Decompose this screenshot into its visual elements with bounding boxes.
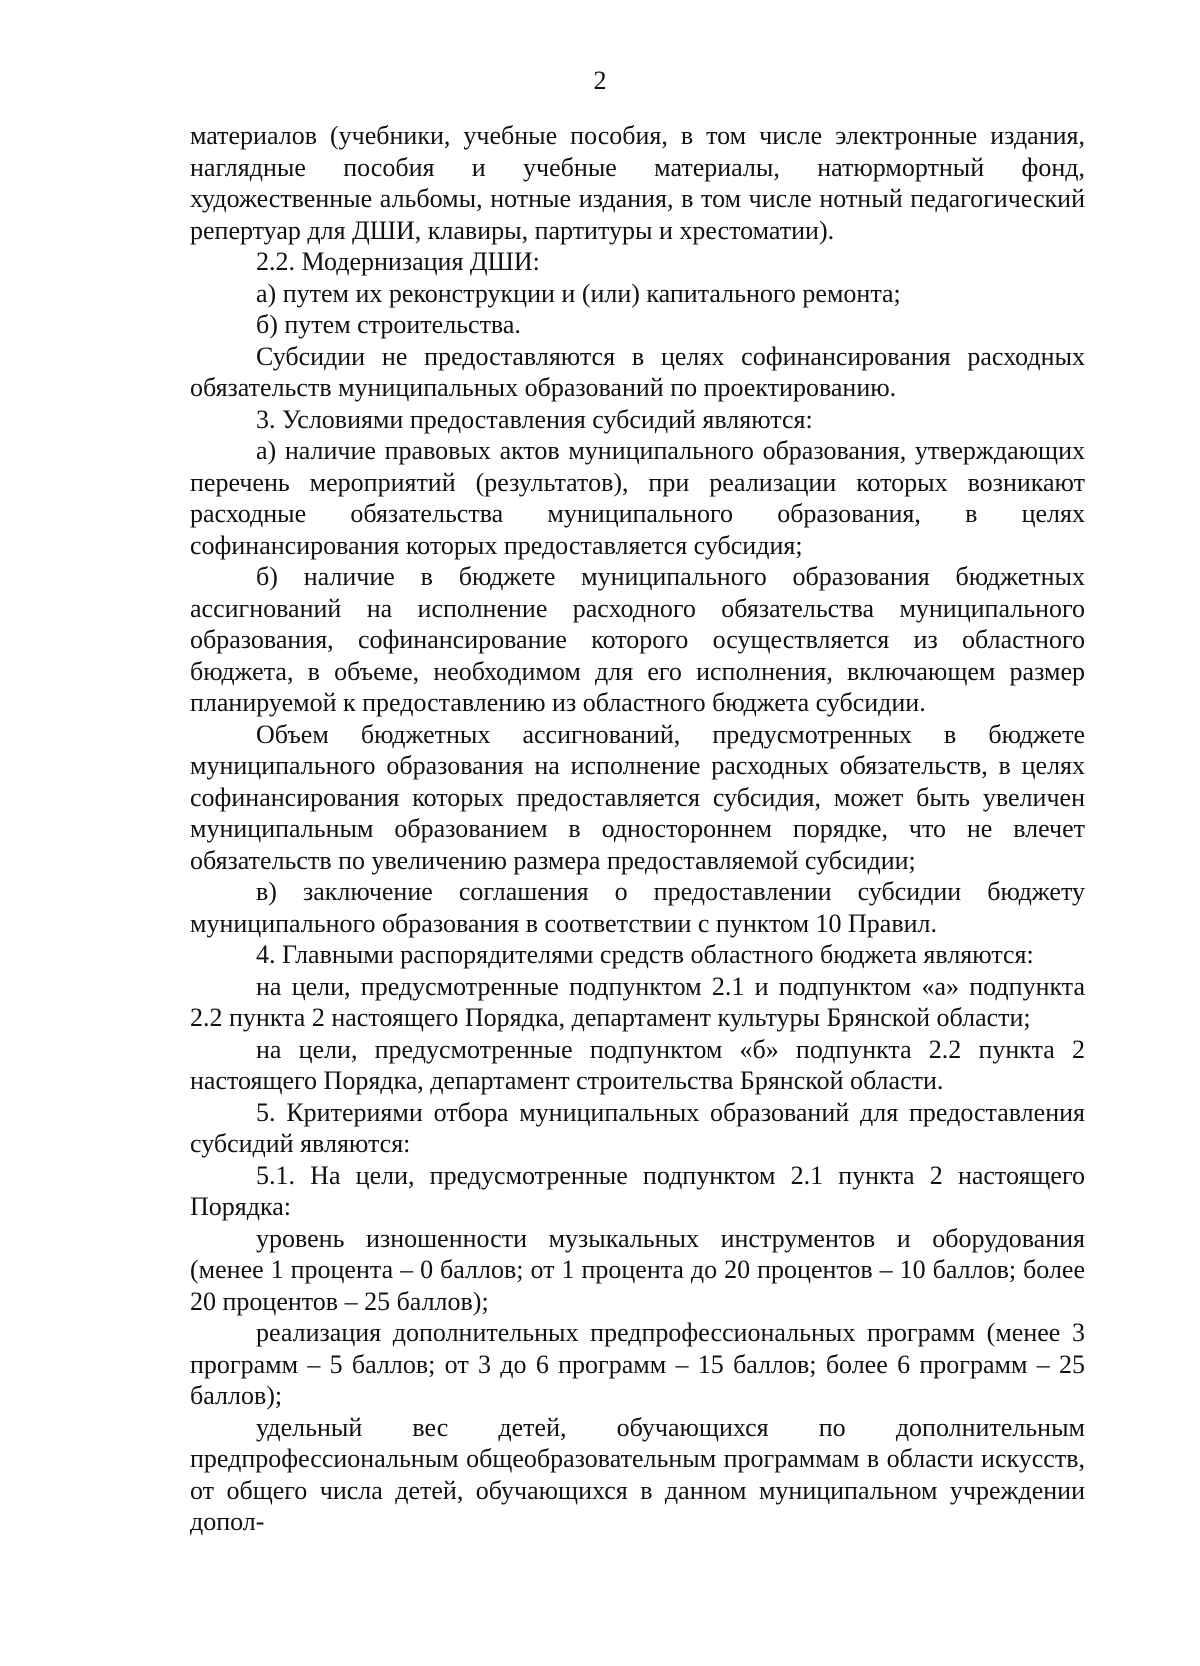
paragraph-2-2-heading: 2.2. Модернизация ДШИ: (256, 247, 540, 276)
paragraph-3-a: а) наличие правовых актов муниципального образования, утверждающих перечень мероприятий (результатов), при реализации которых возникают расходные обязательства муниципального образования, в целях софинансирования которых предоставляется субсидия; (190, 436, 1085, 560)
paragraph-2-2-b: б) путем строительства. (256, 310, 521, 339)
paragraph-4-culture-dept: на цели, предусмотренные подпунктом 2.1 и подпунктом «а» подпункта 2.2 пункта 2 настоящего Порядка, департамент культуры Брянской области; (190, 971, 1085, 1032)
paragraph-subsidy-exclusion: Субсидии не предоставляются в целях софинансирования расходных обязательств муниципальных образований по проектированию. (190, 341, 1085, 402)
paragraph-4-construction-dept: на цели, предусмотренные подпунктом «б» подпункта 2.2 пункта 2 настоящего Порядка, департамент строительства Брянской области. (190, 1034, 1085, 1095)
paragraph-5-heading: 5. Критериями отбора муниципальных образований для предоставления субсидий являются: (190, 1097, 1085, 1158)
paragraph-materials-list: материалов (учебники, учебные пособия, в том числе электронные издания, наглядные пособия и учебные материалы, натюрмортный фонд, художественные альбомы, нотные издания, в том числе нотный педагогический репертуар для ДШИ, клавиры, партитуры и хрестоматии). (190, 121, 1085, 245)
page-number: 2 (593, 66, 607, 95)
paragraph-programs-count: реализация дополнительных предпрофессиональных программ (менее 3 программ – 5 баллов; от 3 до 6 программ – 15 баллов; более 6 программ – 25 баллов); (190, 1318, 1085, 1410)
paragraph-3-b: б) наличие в бюджете муниципального образования бюджетных ассигнований на исполнение расходного обязательства муниципального образования, софинансирование которого осуществляется из областного бюджета, в объеме, необходимом для его исполнения, включающем размер планируемой к предоставлению из областного бюджета субсидии. (190, 562, 1085, 717)
paragraph-wear-level: уровень изношенности музыкальных инструментов и оборудования (менее 1 процента – 0 баллов; от 1 процента до 20 процентов – 10 баллов; более 20 процентов – 25 баллов); (190, 1223, 1085, 1316)
paragraph-3-v: в) заключение соглашения о предоставлении субсидии бюджету муниципального образования в соответствии с пунктом 10 Правил. (190, 877, 1085, 938)
paragraph-budget-volume: Объем бюджетных ассигнований, предусмотренных в бюджете муниципального образования на исполнение расходных обязательств, в целях софинансирования которых предоставляется субсидия, может быть увеличен муниципальным образованием в одностороннем порядке, что не влечет обязательств по увеличению размера предоставляемой субсидии; (190, 719, 1085, 875)
paragraph-4-heading: 4. Главными распорядителями средств областного бюджета являются: (256, 940, 1034, 969)
paragraph-3-heading: 3. Условиями предоставления субсидий являются: (256, 404, 813, 434)
paragraph-5-1: 5.1. На цели, предусмотренные подпунктом 2.1 пункта 2 настоящего Порядка: (190, 1160, 1085, 1221)
paragraph-children-share: удельный вес детей, обучающихся по дополнительным предпрофессиональным общеобразовательным программам в области искусств, от общего числа детей, обучающихся в данном муниципальном учреждении допол- (190, 1412, 1085, 1536)
paragraph-2-2-a: а) путем их реконструкции и (или) капитального ремонта; (256, 278, 901, 308)
document-body (190, 120, 1085, 1538)
